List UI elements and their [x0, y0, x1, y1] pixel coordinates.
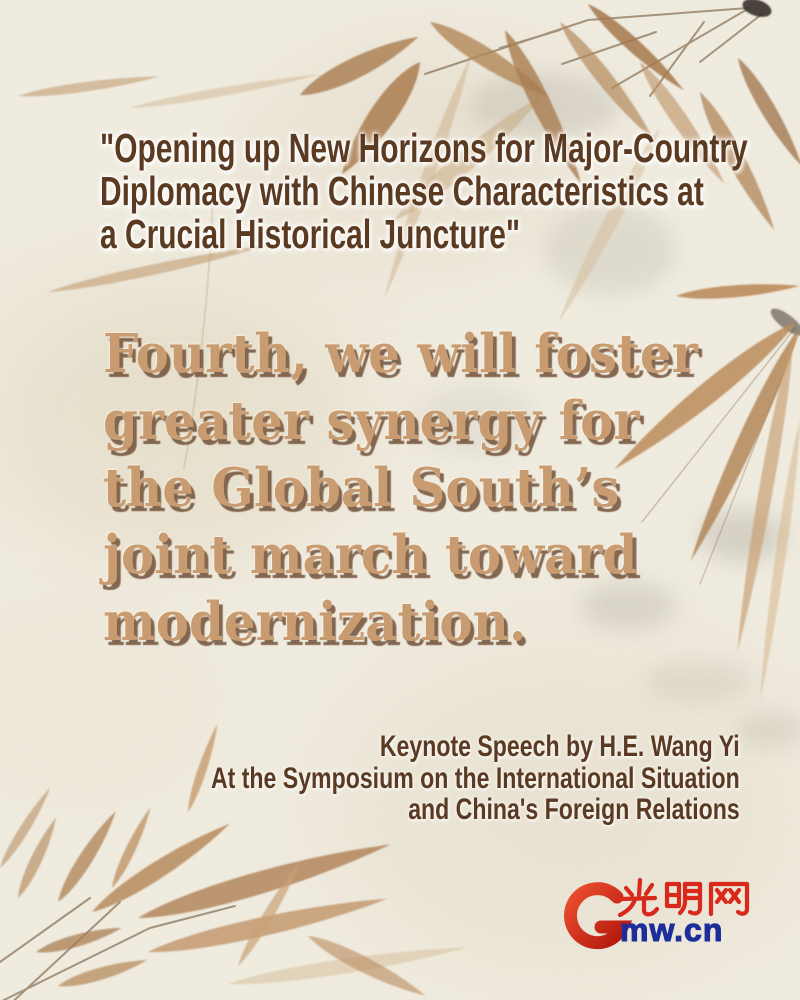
title-line: "Opening up New Horizons for Major-Country — [100, 125, 748, 171]
quote-line: greater synergy for — [103, 390, 640, 452]
gmw-logo-graphic — [556, 874, 754, 954]
quote-line: Fourth, we will foster — [103, 323, 698, 385]
attribution — [211, 731, 740, 826]
title-line: Diplomacy with Chinese Characteristics at — [100, 168, 704, 214]
quote-line: joint march toward — [103, 524, 638, 586]
gmw-logo-g-icon — [570, 889, 622, 943]
gmw-logo-domain-text: mw.cn — [620, 912, 724, 948]
attribution-line: At the Symposium on the International Situation — [211, 761, 740, 795]
gmw-logo — [556, 874, 754, 954]
main-quote — [103, 321, 698, 656]
title-line: a Crucial Historical Juncture" — [100, 211, 521, 257]
attribution-line: Keynote Speech by H.E. Wang Yi — [380, 730, 740, 763]
quote-line: the Global South’s — [103, 457, 620, 519]
speech-title — [100, 127, 748, 256]
gmw-logo-chinese-icon — [620, 880, 747, 915]
quote-line: modernization. — [103, 591, 527, 653]
attribution-line: and China's Foreign Relations — [408, 793, 740, 826]
